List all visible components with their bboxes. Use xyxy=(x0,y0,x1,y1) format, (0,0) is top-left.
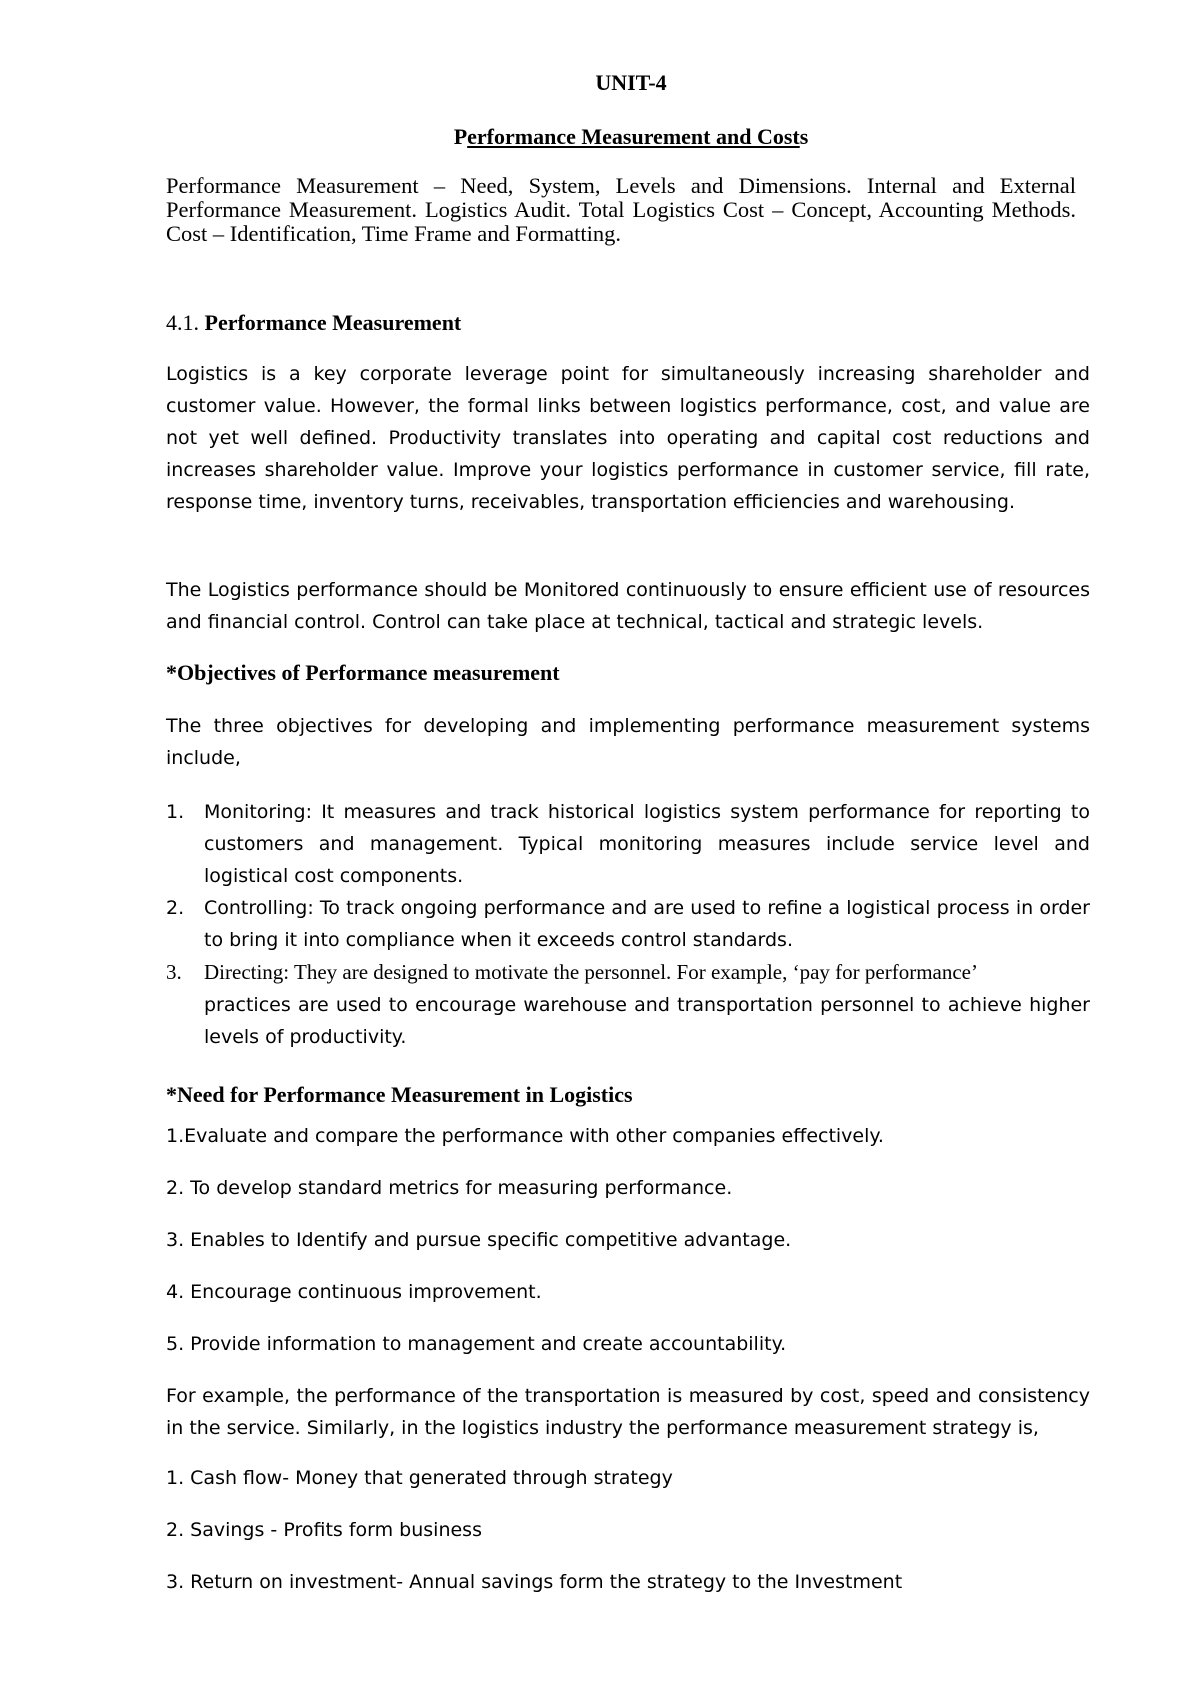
need-item: 4. Encourage continuous improvement. xyxy=(166,1281,542,1303)
objective-text-serif: Directing: They are designed to motivate the personnel. For example, ‘pay for performance’ xyxy=(204,960,978,984)
objective-text xyxy=(204,956,1090,1053)
need-item: 5. Provide information to management and create accountability. xyxy=(166,1333,787,1355)
objective-number: 1. xyxy=(166,801,185,823)
title-underlined: erformance Measurement and Cost xyxy=(467,124,800,149)
need-heading: *Need for Performance Measurement in Logistics xyxy=(166,1082,633,1107)
unit-label: UNIT-4 xyxy=(595,70,667,95)
objective-item xyxy=(166,956,1090,1053)
need-item: 2. To develop standard metrics for measuring performance. xyxy=(166,1177,733,1199)
section-heading xyxy=(166,310,461,336)
section-number: 4.1. xyxy=(166,310,199,335)
objective-item xyxy=(166,796,1090,892)
objectives-intro: The three objectives for developing and implementing performance measurement systems include, xyxy=(166,715,1090,769)
need-item: 1.Evaluate and compare the performance with other companies effectively. xyxy=(166,1125,884,1147)
objective-number: 2. xyxy=(166,897,185,919)
paragraph-monitoring: The Logistics performance should be Monitored continuously to ensure efficient use of resources and financial control. Control can take place at technical, tactical and strategic levels. xyxy=(166,579,1090,633)
objective-text-rest: practices are used to encourage warehouse and transportation personnel to achieve higher levels of productivity. xyxy=(204,994,1090,1048)
objective-number: 3. xyxy=(166,960,182,984)
title-first-letter: P xyxy=(453,124,468,149)
need-item: 3. Enables to Identify and pursue specific competitive advantage. xyxy=(166,1229,792,1251)
strategy-item: 2. Savings - Profits form business xyxy=(166,1519,482,1541)
title-last-letter: s xyxy=(799,124,809,149)
example-paragraph: For example, the performance of the transportation is measured by cost, speed and consistency in the service. Similarly, in the logistics industry the performance measurement strategy is, xyxy=(166,1385,1090,1439)
page-title xyxy=(0,124,1200,150)
objective-text: Controlling: To track ongoing performance and are used to refine a logistical process in order to bring it into compliance when it exceeds control standards. xyxy=(204,897,1090,951)
objective-item xyxy=(166,892,1090,956)
paragraph-intro: Logistics is a key corporate leverage point for simultaneously increasing shareholder and customer value. However, the formal links between logistics performance, cost, and value are not yet well defined. Productivity translates into operating and capital cost reductions and increases shareholder value. Improve your logistics performance in customer service, fill rate, response time, inventory turns, receivables, transportation efficiencies and warehousing. xyxy=(166,363,1090,513)
objectives-heading: *Objectives of Performance measurement xyxy=(166,660,560,685)
strategy-item: 3. Return on investment- Annual savings form the strategy to the Investment xyxy=(166,1571,903,1593)
section-title: Performance Measurement xyxy=(204,310,462,335)
syllabus-summary: Performance Measurement – Need, System, Levels and Dimensions. Internal and External Performance Measurement. Logistics Audit. Total Logistics Cost – Concept, Accounting Methods. Cost – Identification, Time Frame and Formatting. xyxy=(166,173,1076,246)
objective-text: Monitoring: It measures and track historical logistics system performance for reporting to customers and management. Typical monitoring measures include service level and logistical cost components. xyxy=(204,801,1090,887)
strategy-item: 1. Cash flow- Money that generated through strategy xyxy=(166,1467,673,1489)
